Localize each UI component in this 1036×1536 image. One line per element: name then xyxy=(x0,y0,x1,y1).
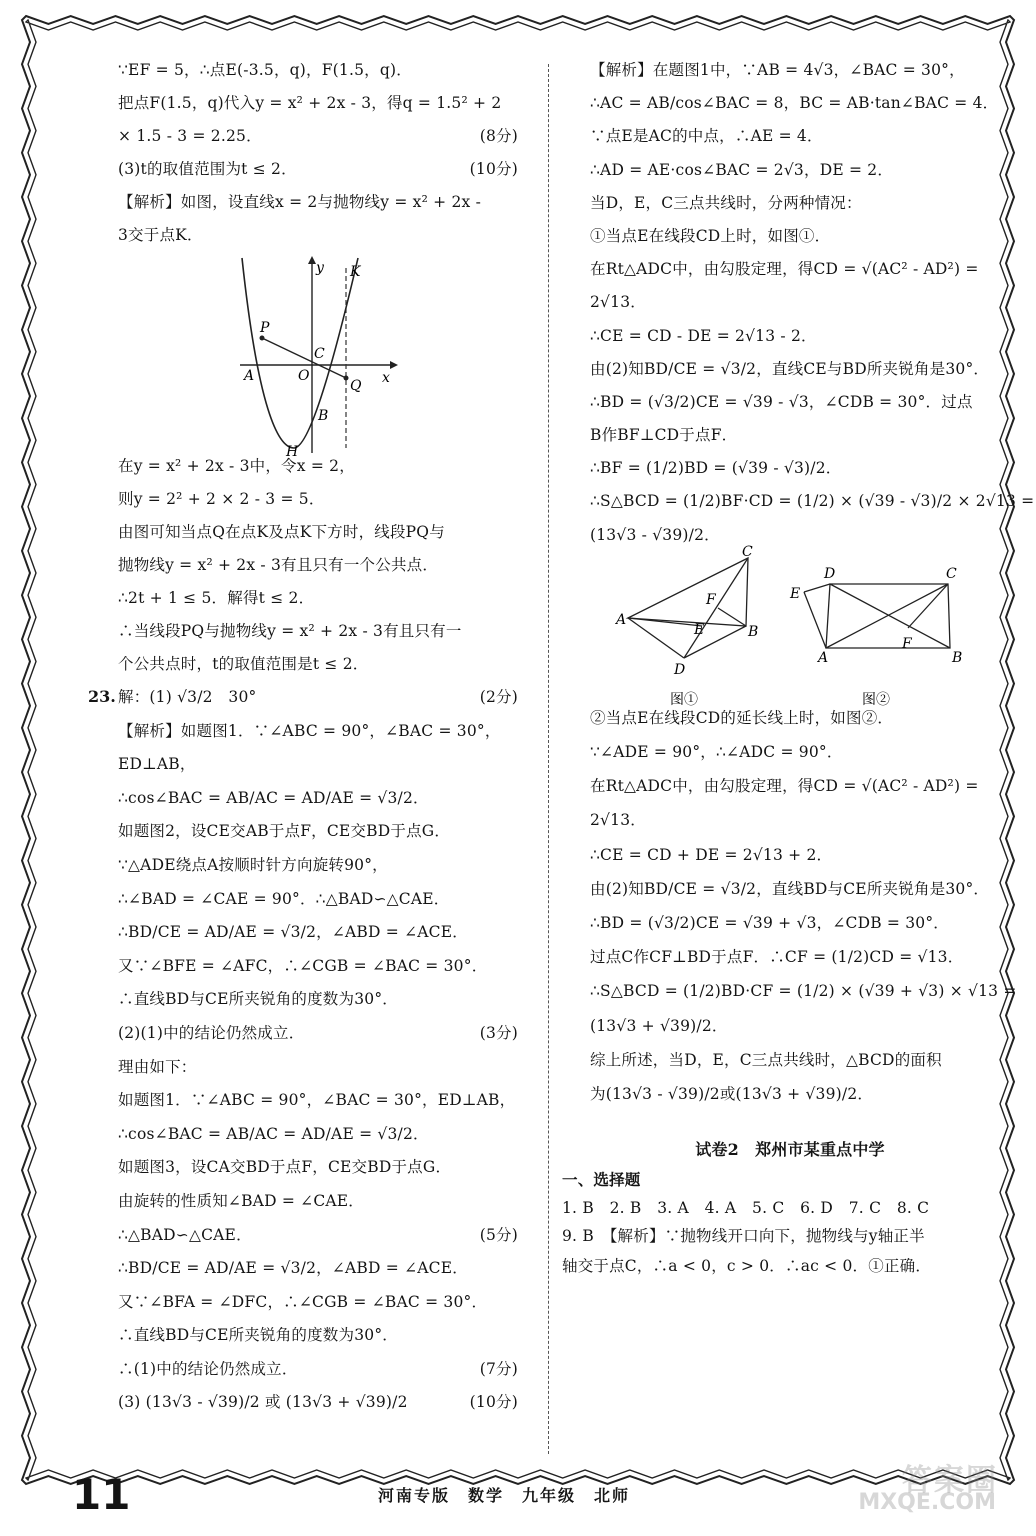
line-text: 又∵∠BFE = ∠AFC，∴∠CGB = ∠BAC = 30°． xyxy=(118,956,488,975)
line-text: 9. B 【解析】∵抛物线开口向下，抛物线与y轴正半 xyxy=(562,1226,925,1245)
line-text: ∵∠ADE = 90°，∴∠ADC = 90°． xyxy=(590,743,843,761)
text-line xyxy=(118,1124,518,1144)
parabola-graph-svg xyxy=(118,258,518,460)
text-line xyxy=(118,1057,518,1077)
question-9-analysis xyxy=(562,1226,962,1276)
page-number: 11 xyxy=(72,1470,131,1519)
text-line xyxy=(562,1226,962,1246)
label-q: Q xyxy=(350,378,362,394)
line-text: ∴BD = (√3/2)CE = √39 + √3，∠CDB = 30°． xyxy=(590,913,950,932)
figure-1 xyxy=(614,544,758,708)
y-axis-arrow xyxy=(308,256,316,264)
left-text-block-1 xyxy=(118,60,518,245)
score-label: (7分) xyxy=(479,1359,518,1378)
line-text: 在y = x² + 2x - 3中，令x = 2， xyxy=(118,457,355,475)
line-text: ∵点E是AC的中点，∴AE = 4． xyxy=(590,127,823,146)
text-line xyxy=(118,989,518,1009)
text-line xyxy=(118,489,518,509)
line-text: 在Rt△ADC中，由勾股定理，得CD = √(AC² - AD²) = xyxy=(590,260,979,279)
line-text: 在Rt△ADC中，由勾股定理，得CD = √(AC² - AD²) = xyxy=(590,777,979,796)
line-text: 抛物线y = x² + 2x - 3有且只有一个公共点． xyxy=(118,556,439,574)
line-text: 由(2)知BD/CE = √3/2，直线BD与CE所夹锐角是30°． xyxy=(590,879,990,898)
label-c: C xyxy=(314,346,325,362)
line-text: ∴BD/CE = AD/AE = √3/2，∠ABD = ∠ACE． xyxy=(118,923,468,942)
line-text: 则y = 2² + 2 × 2 - 3 = 5． xyxy=(118,490,325,508)
line-text: 2√13． xyxy=(590,293,646,312)
line-text: (3) (13√3 - √39)/2 或 (13√3 + √39)/2 xyxy=(118,1393,408,1412)
subsection-heading: 一、选择题 xyxy=(562,1169,641,1189)
text-line xyxy=(118,654,518,674)
text-line xyxy=(590,126,990,146)
text-line xyxy=(118,93,518,113)
segment-cf-2 xyxy=(908,584,948,628)
text-line xyxy=(590,742,990,762)
line-text: ∴cos∠BAC = AB/AC = AD/AE = √3/2． xyxy=(118,788,429,807)
fig2-label-e: E xyxy=(790,585,801,602)
line-text: ∴(1)中的结论仍然成立． xyxy=(118,1359,298,1378)
fig1-label-d: D xyxy=(674,661,686,678)
fig2-label-a: A xyxy=(818,649,829,666)
line-text: 由旋转的性质知∠BAD = ∠CAE． xyxy=(118,1191,364,1210)
label-h: H xyxy=(286,444,299,460)
fig1-label-b: B xyxy=(748,623,759,640)
line-text: ∴S△BCD = (1/2)BF·CD = (1/2) × (√39 - √3)/2 × 2√13 = xyxy=(590,492,1035,511)
text-line xyxy=(590,947,990,967)
segment-ad-1 xyxy=(628,618,684,658)
label-y: y xyxy=(316,260,324,276)
line-text: 解：(1) √3/2 30° xyxy=(118,688,257,706)
line-text: 轴交于点C，∴a < 0，c > 0．∴ac < 0．①正确． xyxy=(562,1256,932,1275)
line-text: ∴当线段PQ与抛物线y = x² + 2x - 3有且只有一 xyxy=(118,622,462,640)
text-line xyxy=(590,60,990,80)
text-line xyxy=(118,1292,518,1312)
text-line xyxy=(590,525,990,545)
text-line xyxy=(590,160,990,180)
line-text: ∵EF = 5，∴点E(-3.5，q)，F(1.5，q)． xyxy=(118,61,412,79)
text-line xyxy=(590,913,990,933)
column-divider xyxy=(548,64,549,1454)
text-line xyxy=(118,1325,518,1345)
text-line xyxy=(118,621,518,641)
line-text: 由(2)知BD/CE = √3/2，直线CE与BD所夹锐角是30°． xyxy=(590,359,990,378)
fig1-label-a: A xyxy=(616,611,627,628)
score-label: (5分) xyxy=(479,1225,518,1244)
line-text: 又∵∠BFA = ∠DFC，∴∠CGB = ∠BAC = 30°． xyxy=(118,1292,488,1311)
x-axis-arrow xyxy=(390,361,398,369)
text-line xyxy=(590,425,990,445)
line-text: ∴直线BD与CE所夹锐角的度数为30°． xyxy=(118,990,398,1009)
fig1-label-f: F xyxy=(706,591,716,608)
text-line xyxy=(118,889,518,909)
segment-ea xyxy=(804,592,826,648)
line-text: ∴2t + 1 ≤ 5．解得t ≤ 2． xyxy=(118,589,315,607)
point-q xyxy=(344,376,349,381)
text-line xyxy=(590,292,990,312)
fig2-label-d: D xyxy=(824,565,836,582)
label-a: A xyxy=(244,368,255,384)
parabola-figure xyxy=(118,258,518,460)
segment-db-2 xyxy=(830,584,950,648)
watermark-logo: 答案圈 xyxy=(902,1463,998,1498)
segment-ed xyxy=(804,584,830,592)
text-line xyxy=(118,1225,518,1245)
edition-label: 河南专版 数学 九年级 北师 xyxy=(378,1486,631,1505)
line-text: 如题图2，设CE交AB于点F，CE交BD于点G． xyxy=(118,822,451,841)
line-text: ∴cos∠BAC = AB/AC = AD/AE = √3/2． xyxy=(118,1124,429,1143)
line-text: ∴△BAD∽△CAE． xyxy=(118,1225,252,1244)
figure-1-caption: 图① xyxy=(670,691,698,708)
watermark-url: MXQE.COM xyxy=(858,1490,996,1515)
text-line xyxy=(118,754,518,774)
score-label: (8分) xyxy=(479,127,518,145)
text-line xyxy=(118,1258,518,1278)
line-text: ∴BD/CE = AD/AE = √3/2，∠ABD = ∠ACE． xyxy=(118,1259,468,1278)
text-line xyxy=(590,193,990,213)
label-x: x xyxy=(382,370,390,386)
label-o: O xyxy=(298,368,310,384)
line-text: ∴CE = CD + DE = 2√13 + 2． xyxy=(590,845,833,864)
figure-2 xyxy=(789,566,962,708)
question-23-solution xyxy=(118,687,518,1412)
line-text: ∴∠BAD = ∠CAE = 90°．∴△BAD∽△CAE． xyxy=(118,889,450,908)
text-line xyxy=(590,810,990,830)
right-column xyxy=(562,60,1035,1286)
text-line xyxy=(118,821,518,841)
line-text: ∵△ADE绕点A按顺时针方向旋转90°， xyxy=(118,855,388,874)
text-line xyxy=(590,879,990,899)
line-text: 如题图3，设CA交BD于点F，CE交BD于点G． xyxy=(118,1158,452,1177)
text-line xyxy=(118,855,518,875)
text-line xyxy=(590,708,990,728)
text-line xyxy=(118,588,518,608)
line-text: × 1.5 - 3 = 2.25． xyxy=(118,127,262,145)
line-text: ①当点E在线段CD上时，如图①． xyxy=(590,226,831,245)
text-line xyxy=(590,1050,990,1070)
text-line xyxy=(118,1392,518,1412)
line-text: 3交于点K． xyxy=(118,226,203,244)
section-title: 试卷2 郑州市某重点中学 xyxy=(695,1139,885,1159)
text-line xyxy=(118,126,518,146)
geometry-figures-svg xyxy=(590,543,990,708)
text-line xyxy=(590,458,990,478)
choice-answers: 1. B 2. B 3. A 4. A 5. C 6. D 7. C 8. C xyxy=(562,1198,930,1217)
text-line xyxy=(590,845,990,865)
segment-dc-1 xyxy=(684,558,748,658)
line-text: ∴AD = AE·cos∠BAC = 2√3，DE = 2． xyxy=(590,160,894,179)
right-text-block-2 xyxy=(590,708,1017,1104)
left-column xyxy=(88,60,518,1426)
line-text: ∴BF = (1/2)BD = (√39 - √3)/2． xyxy=(590,459,842,478)
figure-2-caption: 图② xyxy=(862,691,890,708)
label-b: B xyxy=(318,408,329,424)
score-label: (3分) xyxy=(479,1023,518,1042)
text-line xyxy=(590,1016,990,1036)
line-text: ∴AC = AB/cos∠BAC = 8，BC = AB·tan∠BAC = 4． xyxy=(590,94,999,113)
line-text: 过点C作CF⊥BD于点F．∴CF = (1/2)CD = √13． xyxy=(590,948,964,967)
text-line xyxy=(118,956,518,976)
line-text: 【解析】在题图1中，∵AB = 4√3，∠BAC = 30°， xyxy=(590,61,965,79)
line-text: 为(13√3 - √39)/2或(13√3 + √39)/2． xyxy=(590,1084,874,1103)
line-text: 如题图1．∵∠ABC = 90°，∠BAC = 30°，ED⊥AB， xyxy=(118,1091,516,1110)
line-text: 【解析】如图，设直线x = 2与抛物线y = x² + 2x - xyxy=(118,193,482,211)
text-line xyxy=(118,1157,518,1177)
text-line xyxy=(590,259,990,279)
score-label: (10分) xyxy=(469,160,518,178)
text-line xyxy=(118,1023,518,1043)
text-line xyxy=(590,226,990,246)
line-text: ED⊥AB， xyxy=(118,755,196,774)
point-p xyxy=(260,336,265,341)
line-text: ②当点E在线段CD的延长线上时，如图②． xyxy=(590,708,894,727)
text-line xyxy=(590,1084,990,1104)
text-line xyxy=(590,981,1017,1001)
score-label: (10分) xyxy=(469,1393,518,1412)
label-k: K xyxy=(350,264,361,280)
text-line xyxy=(118,555,518,575)
score-label: (2分) xyxy=(479,688,518,706)
text-line xyxy=(590,392,990,412)
text-line xyxy=(590,359,990,379)
text-line xyxy=(562,1256,962,1276)
line-text: 综上所述，当D，E，C三点共线时，△BCD的面积 xyxy=(590,1050,942,1069)
fig2-label-b: B xyxy=(952,649,963,666)
text-line xyxy=(118,687,518,707)
line-text: (3)t的取值范围为t ≤ 2． xyxy=(118,160,297,178)
text-line xyxy=(590,326,990,346)
right-text-block-1 xyxy=(590,60,1035,545)
text-line xyxy=(118,225,518,245)
geometry-figures xyxy=(590,543,990,708)
line-text: ∴BD = (√3/2)CE = √39 - √3，∠CDB = 30°．过点 xyxy=(590,392,973,411)
fig2-label-f: F xyxy=(902,635,912,652)
line-text: (13√3 + √39)/2． xyxy=(590,1016,728,1035)
text-line xyxy=(118,1090,518,1110)
segment-bf-1 xyxy=(718,608,746,626)
label-p: P xyxy=(260,320,270,336)
text-line xyxy=(118,60,518,80)
line-text: 由图可知当点Q在点K及点K下方时，线段PQ与 xyxy=(118,523,445,541)
question-23-number: 23. xyxy=(88,687,116,706)
line-text: 2√13． xyxy=(590,811,646,830)
line-text: ∴直线BD与CE所夹锐角的度数为30°． xyxy=(118,1326,398,1345)
segment-ac-2 xyxy=(826,584,948,648)
line-text: 当D，E，C三点共线时，分两种情况： xyxy=(590,193,862,212)
text-line xyxy=(590,93,999,113)
line-text: (13√3 - √39)/2． xyxy=(590,525,720,544)
parabola-curve xyxy=(242,258,358,448)
fig1-label-c: C xyxy=(742,543,753,560)
text-line xyxy=(590,776,990,796)
line-text: (2)(1)中的结论仍然成立． xyxy=(118,1023,305,1042)
line-text: 【解析】如题图1．∵∠ABC = 90°，∠BAC = 30°， xyxy=(118,721,501,740)
left-text-block-2 xyxy=(118,456,518,674)
fig1-label-e: E xyxy=(694,621,705,638)
line-text: 把点F(1.5，q)代入y = x² + 2x - 3，得q = 1.5² + 2 xyxy=(118,94,502,112)
text-line xyxy=(118,192,518,212)
text-line xyxy=(118,456,518,476)
text-line xyxy=(118,922,518,942)
text-line xyxy=(118,721,518,741)
line-text: ∴S△BCD = (1/2)BD·CF = (1/2) × (√39 + √3) × √13 = xyxy=(590,982,1017,1001)
line-text: 个公共点时，t的取值范围是t ≤ 2． xyxy=(118,655,369,673)
text-line xyxy=(118,522,518,542)
fig2-label-c: C xyxy=(946,565,957,582)
line-text: ∴CE = CD - DE = 2√13 - 2． xyxy=(590,326,817,345)
text-line xyxy=(118,1359,518,1379)
text-line xyxy=(118,788,518,808)
line-text: 理由如下： xyxy=(118,1057,197,1076)
line-text: B作BF⊥CD于点F． xyxy=(590,426,738,445)
text-line xyxy=(118,1191,518,1211)
text-line xyxy=(118,159,518,179)
text-line xyxy=(590,491,1035,511)
